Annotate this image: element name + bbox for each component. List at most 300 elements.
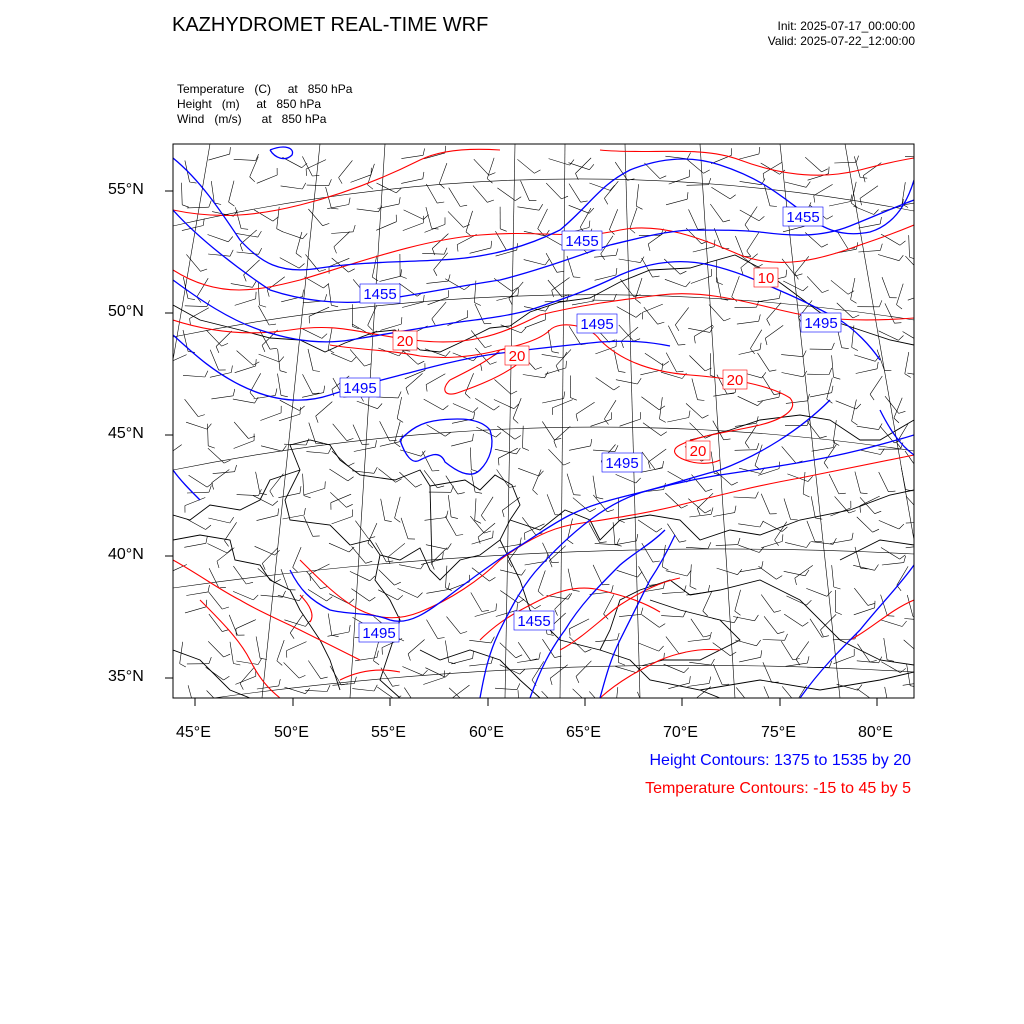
wind-barb-flag xyxy=(724,318,731,321)
wind-barb xyxy=(642,615,660,628)
wind-barb xyxy=(609,209,617,229)
wind-barb-flag xyxy=(716,282,723,285)
wind-barb-flag xyxy=(852,421,858,425)
wind-barb xyxy=(713,664,722,684)
wind-barb xyxy=(333,424,347,441)
wind-barb xyxy=(858,250,880,252)
wind-barb-flag xyxy=(490,362,497,365)
wind-barb xyxy=(306,452,328,454)
wind-barb-flag xyxy=(918,467,925,469)
wind-barb-flag xyxy=(698,400,705,401)
wind-barb-flag xyxy=(230,147,231,154)
wind-barb xyxy=(425,224,446,232)
lon-label-60: 60°E xyxy=(469,724,504,741)
wind-barb xyxy=(233,399,255,403)
wind-barb xyxy=(569,619,589,629)
wind-barb xyxy=(906,496,921,512)
wind-barb-flag xyxy=(928,515,930,522)
wind-barb-flag xyxy=(299,264,304,269)
wind-barb xyxy=(548,280,562,297)
wind-barb xyxy=(879,331,899,341)
temp-label-20-a xyxy=(393,331,417,350)
wind-barb-flag xyxy=(198,415,205,417)
lat-label-50: 50°N xyxy=(108,303,144,320)
wind-barb xyxy=(376,222,396,231)
wind-barb-flag xyxy=(372,277,378,281)
wind-barb-flag xyxy=(460,632,467,634)
wind-barb-flag xyxy=(770,370,777,371)
wind-barb-flag xyxy=(868,603,875,605)
wind-barb xyxy=(643,423,661,436)
wind-barb-flag xyxy=(279,357,284,362)
wind-barb-flag xyxy=(661,432,667,436)
wind-barb xyxy=(446,476,458,494)
wind-barb xyxy=(831,280,848,294)
wind-barb-flag xyxy=(290,633,294,639)
lat-label-45: 45°N xyxy=(108,425,144,442)
wind-barb-flag xyxy=(208,446,215,448)
wind-barb xyxy=(234,422,248,439)
wind-barb-flag xyxy=(881,449,885,455)
wind-barb-flag xyxy=(590,509,596,512)
wind-barb xyxy=(475,611,496,617)
wind-barb-flag xyxy=(456,535,463,536)
wind-barb xyxy=(745,207,757,225)
wind-barb xyxy=(734,497,756,498)
wind-barb xyxy=(328,632,350,636)
wind-barb xyxy=(487,158,494,179)
wind-barb xyxy=(304,516,313,536)
wind-barb-flag xyxy=(351,357,356,362)
wind-barb-flag xyxy=(596,497,603,499)
wind-barb xyxy=(257,515,278,520)
wind-barb-flag xyxy=(423,670,428,675)
wind-barb xyxy=(524,260,545,265)
wind-barb xyxy=(593,450,615,452)
wind-barb-flag xyxy=(689,411,690,418)
wind-barb-flag xyxy=(487,200,494,202)
wind-barb xyxy=(687,683,709,686)
wind-barb xyxy=(328,328,332,350)
wind-barb xyxy=(185,399,199,416)
wind-barb xyxy=(644,307,658,324)
wind-barb-flag xyxy=(349,198,350,205)
wind-barb xyxy=(638,643,658,651)
wind-barb-flag xyxy=(230,517,234,523)
wind-barb-flag xyxy=(547,634,554,636)
wind-barb-flag xyxy=(259,489,262,495)
wind-barb xyxy=(401,155,423,158)
wind-barb-flag xyxy=(489,173,496,176)
wind-barb xyxy=(517,207,539,210)
wind-barb-flag xyxy=(555,609,558,615)
wind-barb xyxy=(229,181,234,202)
wind-barb-flag xyxy=(755,615,759,621)
wind-barb-flag xyxy=(617,633,619,640)
wind-barb-flag xyxy=(400,276,407,279)
wind-barb xyxy=(501,325,522,333)
wind-barb-flag xyxy=(807,542,811,548)
wind-barb xyxy=(604,400,616,419)
wind-barb xyxy=(399,565,421,569)
wind-barb-flag xyxy=(302,183,305,189)
wind-barb-flag xyxy=(244,275,247,282)
wind-barb xyxy=(404,210,424,220)
wind-barb xyxy=(208,424,209,446)
wind-barb xyxy=(642,258,653,277)
wind-barb-flag xyxy=(711,659,714,665)
wind-barb xyxy=(782,686,796,703)
wind-barb xyxy=(567,474,574,495)
wind-barb xyxy=(303,474,304,496)
wind-barb-flag xyxy=(416,704,423,706)
wind-barb xyxy=(424,399,443,410)
wind-barb xyxy=(523,375,545,378)
wind-barb xyxy=(733,617,755,621)
wind-barb xyxy=(329,543,349,552)
temp-label-20-c xyxy=(723,370,747,389)
wind-barb xyxy=(521,181,530,201)
wind-barb-flag xyxy=(408,654,410,661)
wind-barb xyxy=(878,255,899,261)
wind-barb-flag xyxy=(880,244,882,251)
wind-barb xyxy=(781,355,803,357)
wind-barb-flag xyxy=(481,515,485,521)
wind-barb-flag xyxy=(494,406,500,410)
wind-barb-flag xyxy=(589,221,590,228)
wind-barb-flag xyxy=(690,586,696,589)
wind-barb xyxy=(642,660,663,666)
wind-barb-flag xyxy=(521,328,526,333)
wind-barb xyxy=(497,426,515,439)
wind-barb-flag xyxy=(212,483,214,490)
wind-barb xyxy=(225,522,237,540)
wind-barb xyxy=(595,640,617,642)
wind-barb xyxy=(293,547,301,567)
wind-barb-flag xyxy=(805,570,809,576)
wind-barb-flag xyxy=(888,491,895,492)
wind-barb-flag xyxy=(538,229,543,234)
wind-barb-flag xyxy=(473,652,474,659)
wind-barb-flag xyxy=(484,323,491,324)
wind-barb xyxy=(904,640,921,654)
wind-barb xyxy=(548,330,552,352)
wind-barb-flag xyxy=(368,537,375,539)
wind-barb xyxy=(280,258,299,269)
wind-barb-flag xyxy=(803,286,808,291)
wind-barb xyxy=(784,614,802,626)
wind-barb xyxy=(517,659,539,662)
wind-barb xyxy=(854,355,875,361)
wind-barb-flag xyxy=(550,561,553,568)
height-label-1455-a xyxy=(360,284,400,303)
svg-text:1495: 1495 xyxy=(343,380,377,397)
wind-barb xyxy=(739,350,760,355)
wind-barb-flag xyxy=(745,443,749,449)
wind-barb xyxy=(402,350,418,365)
wind-barb xyxy=(832,565,834,587)
wind-barb xyxy=(496,250,517,256)
wind-barb xyxy=(690,423,706,439)
wind-barb xyxy=(236,233,258,237)
wind-barb-flag xyxy=(887,616,894,617)
wind-barb-flag xyxy=(795,273,799,279)
wind-barb xyxy=(750,330,761,349)
wind-barb xyxy=(906,522,928,523)
field-height: Height (m) at 850 hPa xyxy=(177,97,322,111)
wind-barb xyxy=(427,425,446,437)
wind-barb xyxy=(810,393,832,397)
wind-barb-flag xyxy=(637,534,638,541)
wind-barb-flag xyxy=(489,577,495,581)
wind-barb-flag xyxy=(545,372,549,378)
wind-barb-flag xyxy=(222,704,229,707)
wind-barb-flag xyxy=(573,590,580,591)
wind-barb-flag xyxy=(395,518,401,522)
wind-barb xyxy=(425,518,447,521)
wind-barb xyxy=(763,662,772,682)
wind-barb-flag xyxy=(545,259,549,265)
wind-barb xyxy=(882,277,890,298)
wind-barb xyxy=(758,298,780,301)
wind-barb-flag xyxy=(852,347,858,350)
wind-barb-flag xyxy=(396,188,401,193)
wind-barb xyxy=(328,614,332,636)
wind-barb-flag xyxy=(706,489,713,491)
wind-barb-flag xyxy=(779,292,781,299)
wind-barb xyxy=(542,421,554,439)
wind-barb-flag xyxy=(305,688,309,694)
wind-barb-flag xyxy=(724,439,731,440)
wind-barb-flag xyxy=(332,389,334,396)
wind-barb-flag xyxy=(785,634,788,640)
wind-barb-flag xyxy=(759,314,761,321)
wind-barb xyxy=(353,425,362,445)
svg-text:1495: 1495 xyxy=(362,625,396,642)
wind-barb xyxy=(713,513,735,517)
wind-barb xyxy=(475,304,484,324)
wind-barb-flag xyxy=(662,363,663,370)
wind-barb xyxy=(852,400,857,422)
wind-barb-flag xyxy=(539,652,541,659)
wind-barb xyxy=(857,661,879,663)
wind-barb-flag xyxy=(678,344,685,345)
wind-barb-flag xyxy=(806,600,811,605)
wind-barb-flag xyxy=(224,654,231,657)
wind-barb-flag xyxy=(648,244,650,251)
wind-barb-flag xyxy=(803,494,809,497)
wind-barb xyxy=(398,588,418,597)
wind-barb-flag xyxy=(860,506,861,513)
height-label-1495-d xyxy=(602,453,642,472)
wind-barb xyxy=(859,450,880,455)
wind-barb-flag xyxy=(253,281,257,287)
wind-barb xyxy=(692,379,698,400)
svg-text:1455: 1455 xyxy=(565,233,599,250)
wind-barb xyxy=(648,449,666,462)
wind-barb xyxy=(538,571,545,592)
wind-barb-flag xyxy=(926,614,929,620)
wind-barb xyxy=(235,299,256,306)
wind-barb xyxy=(185,498,205,506)
wind-barb xyxy=(641,468,663,472)
wind-barb xyxy=(782,373,804,377)
wind-barb xyxy=(187,492,209,493)
height-label-1495-b xyxy=(577,314,617,333)
wind-barb-flag xyxy=(423,172,424,179)
wind-barb-flag xyxy=(423,295,424,302)
wind-barb xyxy=(451,441,472,446)
wind-barb-flag xyxy=(241,229,248,230)
wind-barb-flag xyxy=(393,685,400,686)
wind-barb-flag xyxy=(473,434,474,441)
wind-barb xyxy=(235,207,241,228)
wind-barb-flag xyxy=(852,533,853,540)
wind-barb-flag xyxy=(759,147,760,154)
wind-barb xyxy=(806,588,827,596)
wind-barb xyxy=(805,157,821,172)
wind-barb xyxy=(747,233,759,252)
wind-barb-flag xyxy=(423,148,425,155)
height-label-1455-c xyxy=(783,207,823,226)
wind-barb xyxy=(764,616,778,633)
wind-barb-flag xyxy=(757,443,759,450)
height-label-1495-c xyxy=(801,313,841,332)
wind-barb-flag xyxy=(465,394,470,399)
wind-barb xyxy=(308,349,313,371)
wind-barb xyxy=(810,619,822,637)
wind-barb xyxy=(907,664,911,686)
wind-barb xyxy=(870,376,882,394)
wind-barb-flag xyxy=(246,582,253,584)
wind-barb xyxy=(763,640,785,641)
wind-barb-flag xyxy=(188,299,195,300)
wind-barb xyxy=(807,421,820,439)
wind-barb xyxy=(339,160,353,177)
wind-barb xyxy=(379,570,395,585)
wind-barb-flag xyxy=(899,411,906,413)
wind-barb-flag xyxy=(829,368,832,375)
wind-barb xyxy=(448,211,463,227)
wind-barb-flag xyxy=(554,441,557,448)
wind-barb xyxy=(518,642,530,660)
wind-barb xyxy=(278,349,280,371)
wind-barb-flag xyxy=(687,192,688,199)
wind-barb xyxy=(546,183,561,199)
wind-barb-flag xyxy=(452,698,454,705)
wind-barb-flag xyxy=(600,542,607,543)
wind-barb-flag xyxy=(233,389,235,396)
wind-barb-flag xyxy=(759,216,764,221)
wind-barb-flag xyxy=(757,416,759,423)
wind-barb xyxy=(642,452,655,470)
wind-barb xyxy=(427,620,438,639)
wind-barb xyxy=(856,369,877,374)
wind-barb xyxy=(807,521,815,541)
wind-barb-flag xyxy=(822,290,829,293)
wind-barb xyxy=(350,571,370,580)
wind-barb xyxy=(378,204,400,208)
wind-barb-flag xyxy=(824,463,828,469)
wind-barb-flag xyxy=(339,178,343,184)
wind-barb-flag xyxy=(653,276,660,277)
wind-barb xyxy=(595,543,617,544)
wind-barb xyxy=(885,303,895,323)
wind-barb xyxy=(863,163,881,176)
wind-barb-flag xyxy=(233,664,240,666)
wind-barb xyxy=(469,640,491,643)
wind-barb-flag xyxy=(523,448,529,451)
wind-barb xyxy=(691,619,703,637)
wind-barb-flag xyxy=(761,650,762,657)
wind-barb-flag xyxy=(641,608,643,615)
wind-barb xyxy=(208,254,230,256)
wind-barb xyxy=(669,177,690,184)
wind-barb-flag xyxy=(258,231,262,237)
wind-barb-flag xyxy=(269,324,276,325)
wind-barb-flag xyxy=(446,511,448,518)
wind-barb xyxy=(591,419,612,426)
wind-barb xyxy=(860,186,878,199)
wind-barb xyxy=(259,354,280,362)
wind-barb xyxy=(697,493,713,508)
wind-barb-flag xyxy=(694,336,695,343)
wind-barb xyxy=(378,590,398,600)
wind-barb xyxy=(517,159,534,173)
wind-barb xyxy=(233,566,246,584)
wind-barb-flag xyxy=(604,198,607,204)
wind-barb xyxy=(784,499,791,520)
wind-barb xyxy=(498,448,518,458)
wind-barb xyxy=(448,495,451,517)
wind-barb xyxy=(183,375,205,377)
wind-barb xyxy=(284,687,305,694)
wind-barb xyxy=(762,376,774,395)
wind-barb-flag xyxy=(929,371,933,377)
lon-label-65: 65°E xyxy=(566,724,601,741)
wind-barb-flag xyxy=(634,339,641,342)
wind-barb xyxy=(208,448,224,463)
wind-barb xyxy=(675,307,688,325)
wind-barb-flag xyxy=(552,290,554,297)
wind-barb xyxy=(549,159,570,166)
wind-barb xyxy=(470,448,471,470)
wind-barb xyxy=(827,378,833,399)
wind-barb xyxy=(267,277,285,290)
wind-barb xyxy=(785,542,806,547)
wind-barb-flag xyxy=(616,268,617,275)
wind-barb-flag xyxy=(535,367,542,369)
wind-barb-flag xyxy=(567,540,573,544)
wind-barb xyxy=(909,235,910,257)
wind-barb-flag xyxy=(533,490,538,495)
wind-barb-flag xyxy=(219,587,226,588)
wind-barb-flag xyxy=(636,206,642,209)
wind-barb-flag xyxy=(703,635,710,637)
wind-barb-flag xyxy=(349,547,354,552)
wind-barb-flag xyxy=(398,595,403,600)
wind-barb xyxy=(476,427,496,437)
wind-barb xyxy=(621,327,638,341)
wind-barb xyxy=(573,689,589,704)
wind-barb xyxy=(881,620,902,627)
wind-barb-flag xyxy=(437,202,444,203)
wind-barb xyxy=(666,637,679,654)
wind-barb-flag xyxy=(519,712,526,714)
wind-barb xyxy=(518,468,539,476)
wind-barb xyxy=(451,658,472,664)
wind-barb xyxy=(542,234,561,245)
